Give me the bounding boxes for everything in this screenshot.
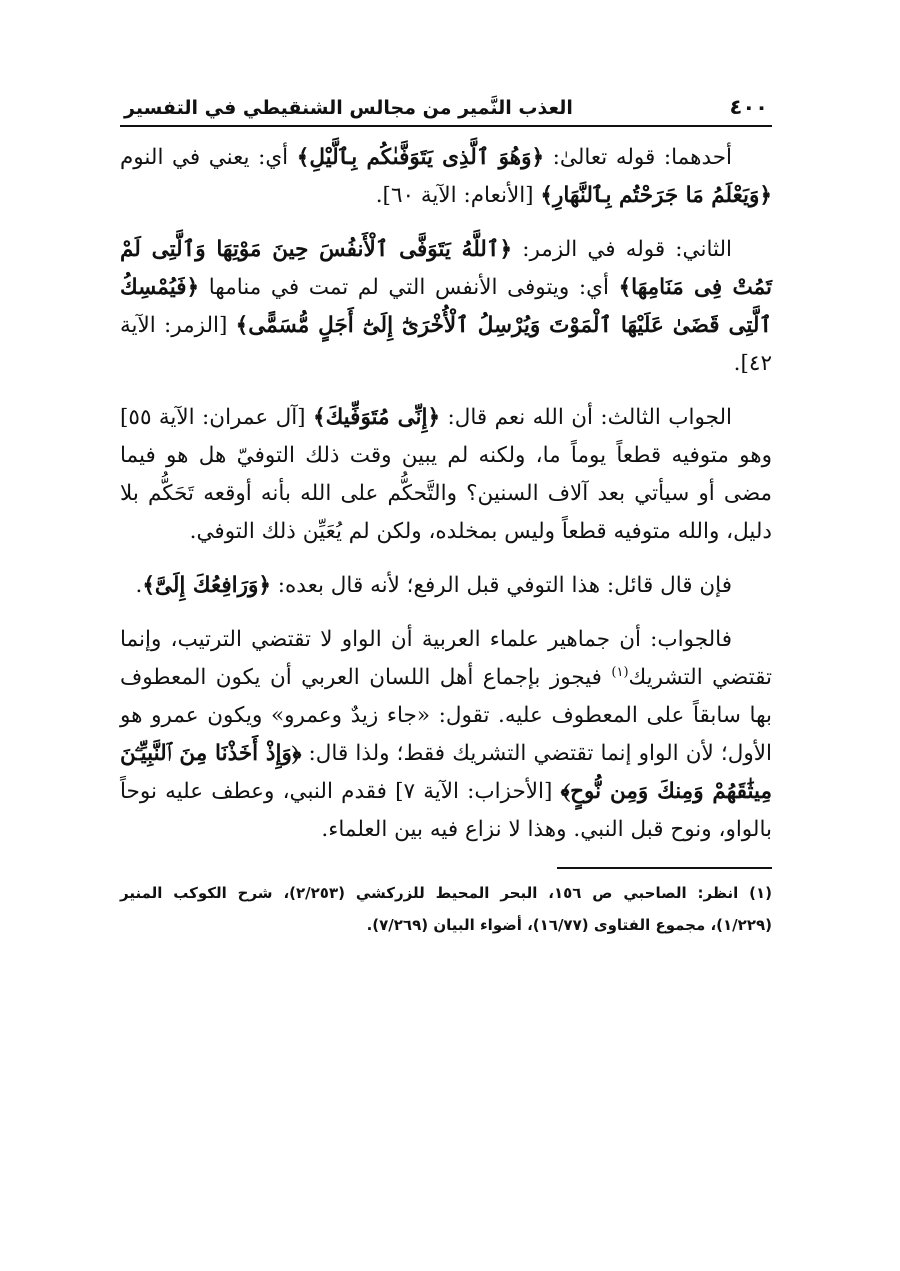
text-run: أي: ويتوفى الأنفس التي لم تمت في منامها [199,275,619,300]
text-run: فإن قال قائل: هذا التوفي قبل الرفع؛ لأنه قال بعده: [270,573,732,598]
quran-verse: ﴿وَإِذْ أَخَذْنَا مِنَ ٱلنَّبِيِّـۧنَ مِيثَٰقَهُمْ وَمِنكَ وَمِن نُّوحٍ﴾ [120,741,773,804]
quran-verse: ﴿إِنِّى مُتَوَفِّيكَ﴾ [312,405,441,430]
paragraph [120,139,772,215]
text-run: أي: يعني في النوم [120,145,297,170]
paragraph [120,231,772,383]
quran-verse: ﴿وَرَافِعُكَ إِلَىَّ﴾ [142,573,271,598]
paragraph [120,399,772,551]
text-run: فالجواب: أن جماهير علماء العربية أن الواو لا تقتضي الترتيب، وإنما تقتضي التشريك [120,627,773,690]
verse-reference: [الزمر: الآية ٤٢]. [120,313,772,376]
text-run: فيجوز بإجماع أهل اللسان العربي أن يكون المعطوف بها سابقاً على المعطوف عليه. تقول: «جاء زيدٌ وعمرو» ويكون عمرو هو الأول؛ لأن الواو إنما تقتضي التشريك فقط؛ ولذا قال: [120,665,772,766]
quran-verse: ﴿وَيَعْلَمُ مَا جَرَحْتُم بِٱلنَّهَارِ﴾ [540,183,772,208]
text-run: [الأحزاب: الآية ٧] فقدم النبي، وعطف عليه نوحاً بالواو، ونوح قبل النبي. وهذا لا نزاع فيه بين العلماء. [120,779,772,842]
text-run: [آل عمران: الآية ٥٥] وهو متوفيه قطعاً يوماً ما، ولكنه لم يبين وقت ذلك التوفيّ هل هو فيما مضى أو سيأتي بعد آلاف السنين؟ والتَّحكُّم على الله بأنه أوقعه تَحَكُّم بلا دليل، والله متوفيه قطعاً وليس بمخلده، ولكن لم يُعَيِّن ذلك التوفي. [120,405,772,544]
quran-verse: ﴿وَهُوَ ٱلَّذِى يَتَوَفَّىٰكُم بِٱلَّيْلِ﴾ [296,145,545,170]
footnote [120,877,772,941]
text-run: أحدهما: قوله تعالىٰ: [544,145,732,170]
page-number: ٤٠٠ [729,95,768,119]
book-title: العذب النَّمير من مجالس الشنقيطي في التفسير [124,97,573,119]
footnote-divider [557,867,772,869]
quran-verse: ﴿فَيُمْسِكُ ٱلَّتِى قَضَىٰ عَلَيْهَا ٱلْمَوْتَ وَيُرْسِلُ ٱلْأُخْرَىٰٓ إِلَىٰٓ أَجَلٍ مُّسَمًّى﴾ [120,275,773,338]
main-text [120,139,772,849]
text-run: الجواب الثالث: أن الله نعم قال: [440,405,732,430]
footnote-marker[interactable]: (١) [611,664,629,680]
quran-verse: ﴿ٱللَّهُ يَتَوَفَّى ٱلْأَنفُسَ حِينَ مَوْتِهَا وَٱلَّتِى لَمْ تَمُتْ فِى مَنَامِهَا﴾ [120,237,773,300]
paragraph [120,621,772,849]
paragraph [120,567,772,605]
running-header [120,95,772,127]
text-run: الثاني: قوله في الزمر: [512,237,733,262]
text-run: . [135,573,143,598]
verse-reference: [الأنعام: الآية ٦٠]. [375,183,541,208]
footnote-text: (١) انظر: الصاحبي ص ١٥٦، البحر المحيط للزركشي (٢/٢٥٣)، شرح الكوكب المنير (١/٢٢٩)، مجموع الفتاوى (١٦/٧٧)، أضواء البيان (٧/٢٦٩). [120,884,772,934]
book-page [120,95,772,941]
